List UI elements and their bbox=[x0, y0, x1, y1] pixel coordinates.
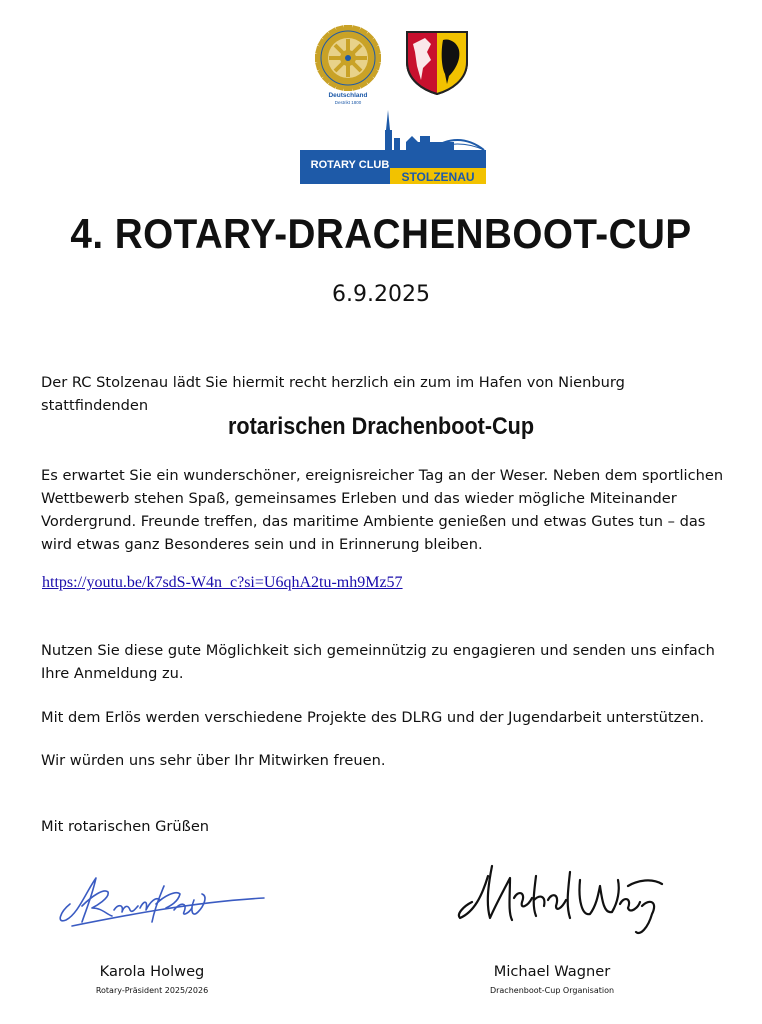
signer-role: Rotary-Präsident 2025/2026 bbox=[95, 986, 209, 995]
coat-of-arms-logo bbox=[405, 30, 469, 96]
thanks-paragraph: Wir würden uns sehr über Ihr Mitwirken freuen. bbox=[41, 752, 386, 769]
town-skyline-icon bbox=[300, 108, 486, 184]
proceeds-paragraph: Mit dem Erlös werden verschiedene Projekte des DLRG und der Jugendarbeit unterstützen. bbox=[41, 709, 705, 726]
svg-text:STOLZENAU: STOLZENAU bbox=[401, 170, 475, 184]
intro-paragraph: Der RC Stolzenau lädt Sie hiermit recht herzlich ein zum im Hafen von Nienburg stattfindenden bbox=[41, 374, 625, 414]
rotary-club-stolzenau-logo bbox=[300, 108, 486, 184]
rotary-wheel-icon bbox=[314, 24, 382, 106]
event-title: 4. ROTARY-DRACHENBOOT-CUP bbox=[70, 210, 692, 257]
event-subheading: rotarischen Drachenboot-Cup bbox=[227, 413, 535, 440]
event-date: 6.9.2025 bbox=[332, 282, 430, 307]
description-paragraph: Es erwartet Sie ein wunderschöner, ereignisreicher Tag an der Weser. Neben dem sportlichen Wettbewerb stehen Spaß, gemeinsames Erleben und das wieder mögliche Miteinander Vordergrund. Freunde treffen, das maritime Ambiente genießen und etwas Gutes tun – das wird etwas ganz Besonderes sein und in Erinnerung bleiben. bbox=[41, 467, 724, 553]
signer-name: Michael Wagner bbox=[493, 963, 611, 980]
signature-karola-holweg bbox=[52, 866, 266, 932]
invitation-paragraph: Nutzen Sie diese gute Möglichkeit sich gemeinnützig zu engagieren und senden uns einfach Ihre Anmeldung zu. bbox=[41, 642, 715, 682]
signature-michael-wagner bbox=[452, 856, 664, 946]
svg-text:Deutschland: Deutschland bbox=[328, 92, 368, 99]
svg-text:ROTARY CLUB: ROTARY CLUB bbox=[310, 159, 390, 171]
signer-name: Karola Holweg bbox=[99, 963, 205, 980]
signer-role: Drachenboot-Cup Organisation bbox=[489, 986, 615, 995]
svg-text:Destrikt 1800: Destrikt 1800 bbox=[334, 100, 362, 105]
closing-greeting: Mit rotarischen Grüßen bbox=[41, 818, 210, 835]
youtube-link[interactable]: https://youtu.be/k7sdS-W4n_c?si=U6qhA2tu-mh9Mz57 bbox=[42, 574, 403, 591]
handwritten-signature-icon bbox=[452, 856, 664, 946]
rotary-wheel-logo bbox=[314, 24, 382, 106]
handwritten-signature-icon bbox=[52, 866, 266, 932]
coat-of-arms-icon bbox=[405, 30, 469, 96]
